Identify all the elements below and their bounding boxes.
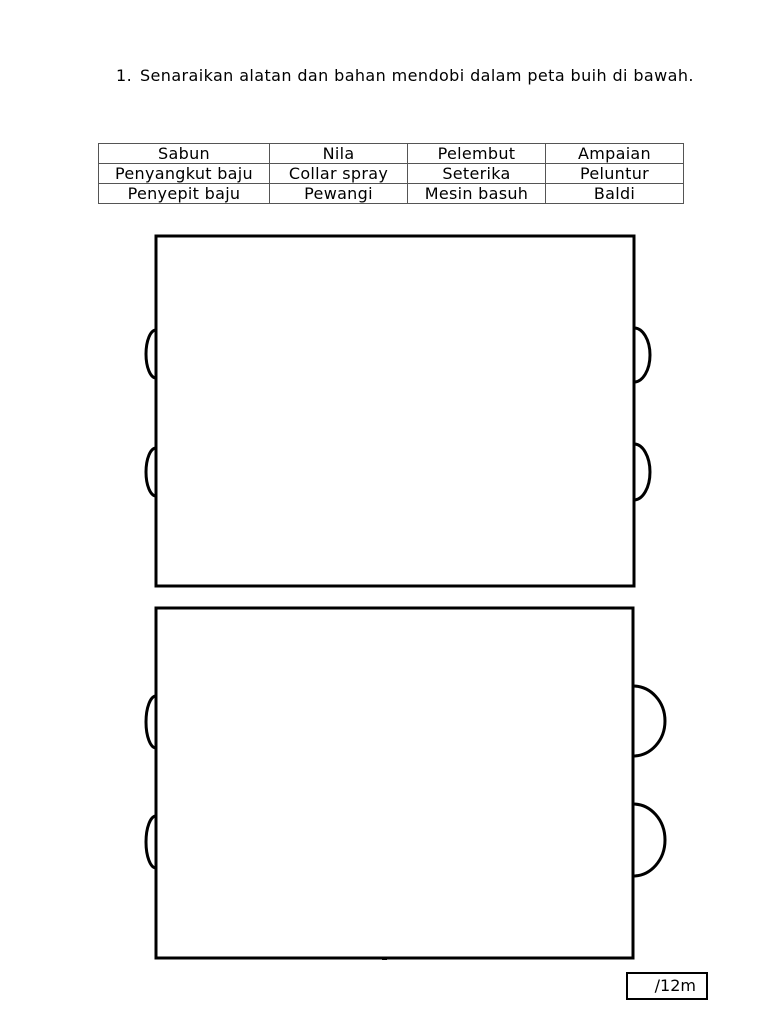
answer-box-bottom xyxy=(156,608,633,958)
table-cell: Seterika xyxy=(408,164,546,184)
question xyxy=(116,64,696,87)
table-row xyxy=(99,184,684,204)
table-cell: Peluntur xyxy=(546,164,684,184)
table-cell: Baldi xyxy=(546,184,684,204)
table-cell: Penyepit baju xyxy=(99,184,270,204)
question-text: Senaraikan alatan dan bahan mendobi dalam peta buih di bawah. xyxy=(140,66,694,85)
table-cell: Pewangi xyxy=(270,184,408,204)
bubble-map-top xyxy=(140,234,660,590)
table-row xyxy=(99,144,684,164)
bubble-right-lower xyxy=(634,444,650,500)
table-cell: Penyangkut baju xyxy=(99,164,270,184)
items-table xyxy=(98,143,684,204)
question-number: 1. xyxy=(116,66,133,85)
bubble-right-upper xyxy=(633,686,665,756)
table-cell: Ampaian xyxy=(546,144,684,164)
table-cell: Sabun xyxy=(99,144,270,164)
table-cell: Mesin basuh xyxy=(408,184,546,204)
bubble-right-upper xyxy=(634,328,650,382)
marks-box: /12m xyxy=(626,972,708,1000)
table-cell: Pelembut xyxy=(408,144,546,164)
answer-box-top xyxy=(156,236,634,586)
small-mark xyxy=(382,958,387,960)
bubble-right-lower xyxy=(633,804,665,876)
table-cell: Nila xyxy=(270,144,408,164)
table-cell: Collar spray xyxy=(270,164,408,184)
bubble-map-bottom xyxy=(140,606,670,966)
table-row xyxy=(99,164,684,184)
